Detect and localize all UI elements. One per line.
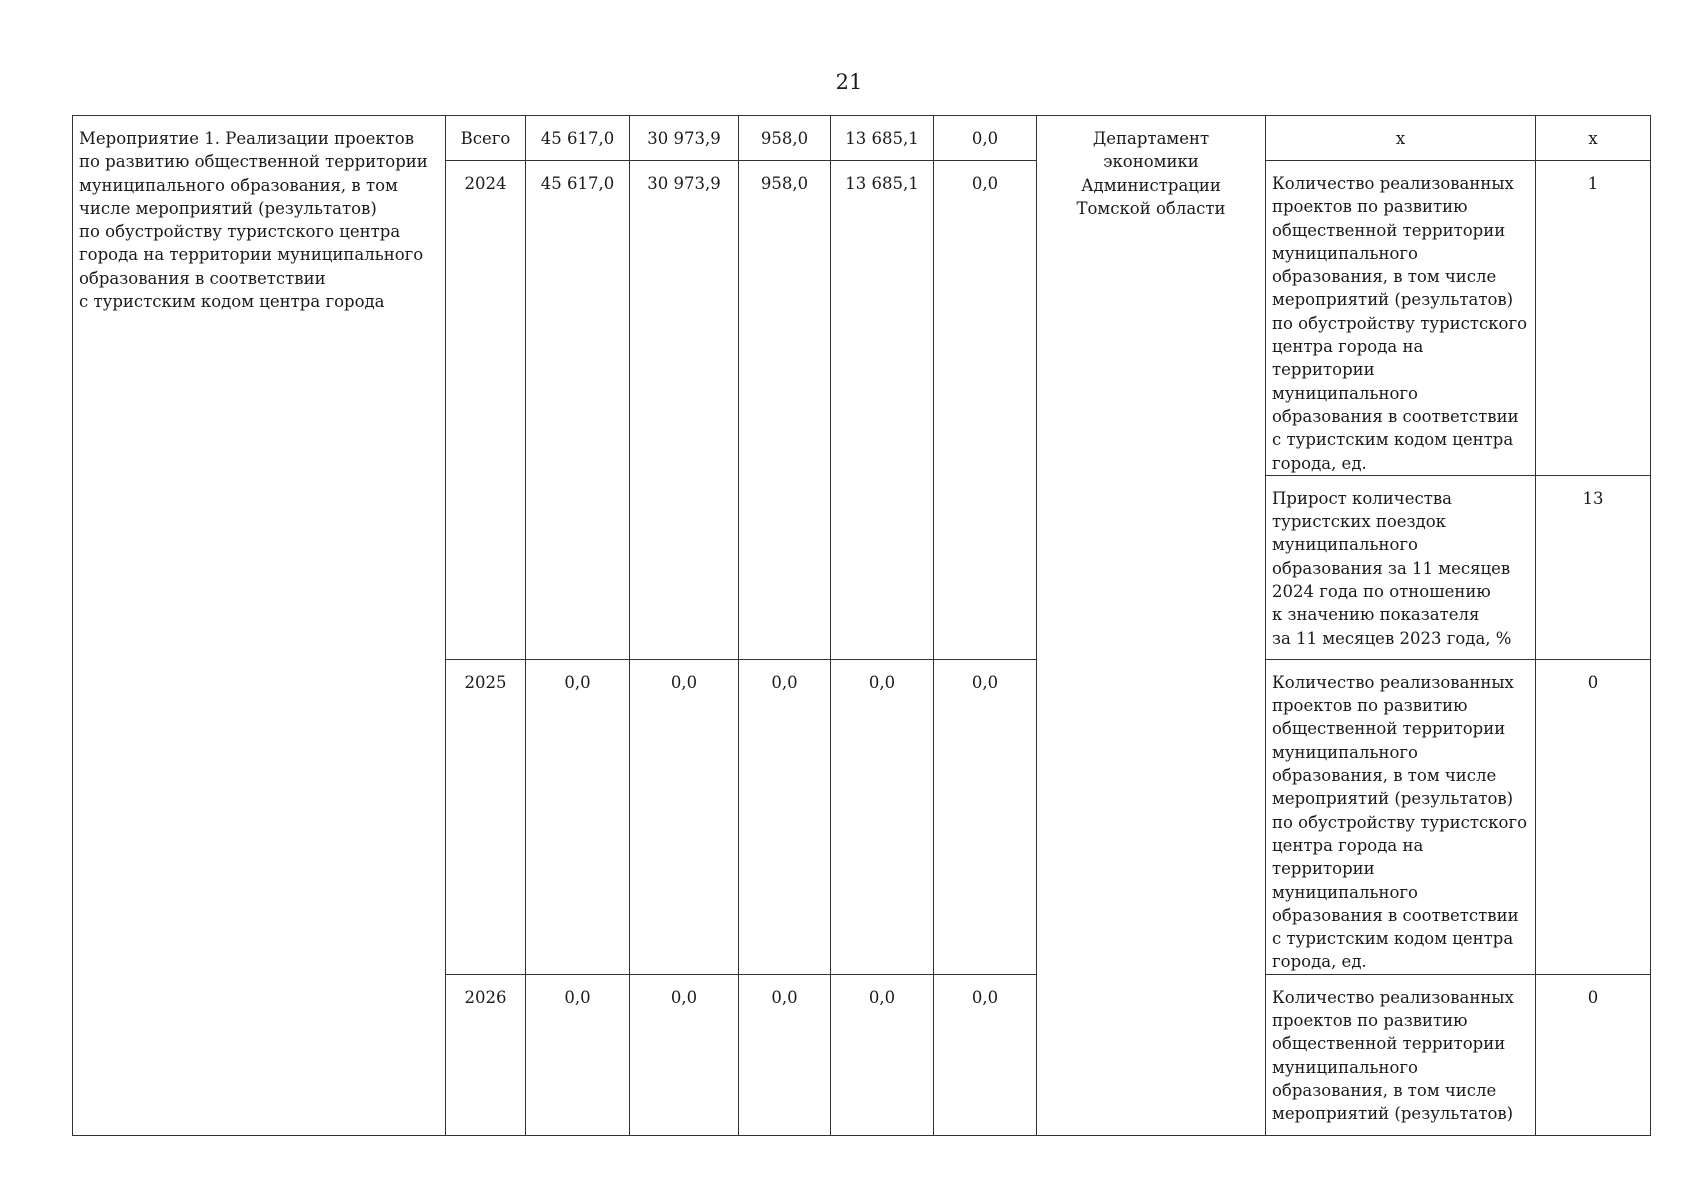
indicator-value: 1 (1536, 161, 1651, 476)
value-cell: 13 685,1 (831, 161, 934, 660)
value-cell: 0,0 (526, 974, 630, 1135)
period-cell: Всего (446, 116, 526, 161)
page-number: 21 (835, 70, 863, 94)
value-cell: 13 685,1 (831, 116, 934, 161)
department-cell (1037, 116, 1266, 1136)
value-cell: 30 973,9 (630, 116, 739, 161)
indicator-cell (1266, 974, 1536, 1135)
value-cell: 45 617,0 (526, 161, 630, 660)
program-table (72, 115, 1651, 1136)
value-cell: 0,0 (630, 974, 739, 1135)
value-cell: 0,0 (526, 659, 630, 974)
period-cell: 2025 (446, 659, 526, 974)
table-row-total (73, 116, 1651, 161)
value-cell: 0,0 (739, 974, 831, 1135)
indicator-value: 0 (1536, 974, 1651, 1135)
period-cell: 2026 (446, 974, 526, 1135)
event-description (73, 116, 446, 1136)
indicator-cell (1266, 659, 1536, 974)
value-cell: 30 973,9 (630, 161, 739, 660)
indicator-value: х (1536, 116, 1651, 161)
value-cell: 45 617,0 (526, 116, 630, 161)
indicator-text: Количество реализованных проектов по развитию общественной территории муниципального образования, в том числе мероприятий (результатов) по обустройству туристского центра города на территории муниципального образования в соответствии с туристским кодом центра города, ед. (1272, 672, 1528, 972)
indicator-value: 13 (1536, 475, 1651, 659)
period-cell: 2024 (446, 161, 526, 660)
indicator-text: Количество реализованных проектов по развитию общественной территории муниципального образования, в том числе мероприятий (результатов) (1272, 987, 1514, 1124)
indicator-cell (1266, 161, 1536, 476)
indicator-value: 0 (1536, 659, 1651, 974)
value-cell: 0,0 (934, 161, 1037, 660)
value-cell: 0,0 (630, 659, 739, 974)
indicator-text: Прирост количества туристских поездок муниципального образования за 11 месяцев 2024 года по отношению к значению показателя за 11 месяцев 2023 года, % (1272, 488, 1512, 648)
indicator-cell (1266, 475, 1536, 659)
value-cell: 0,0 (739, 659, 831, 974)
indicator-cell: х (1266, 116, 1536, 161)
value-cell: 0,0 (831, 974, 934, 1135)
value-cell: 958,0 (739, 161, 831, 660)
value-cell: 0,0 (934, 659, 1037, 974)
value-cell: 0,0 (831, 659, 934, 974)
value-cell: 0,0 (934, 116, 1037, 161)
indicator-text: Количество реализованных проектов по развитию общественной территории муниципального образования, в том числе мероприятий (результатов) по обустройству туристского центра города на территории муниципального образования в соответствии с туристским кодом центра города, ед. (1272, 174, 1528, 473)
event-text: Мероприятие 1. Реализации проектов по развитию общественной территории муниципального образования, в том числе мероприятий (результатов) по обустройству туристского центра города на территории муниципального образования в соответствии с туристским кодом центра города (79, 129, 428, 312)
department-text: Департамент экономики Администрации Томской области (1076, 129, 1226, 218)
value-cell: 0,0 (934, 974, 1037, 1135)
value-cell: 958,0 (739, 116, 831, 161)
